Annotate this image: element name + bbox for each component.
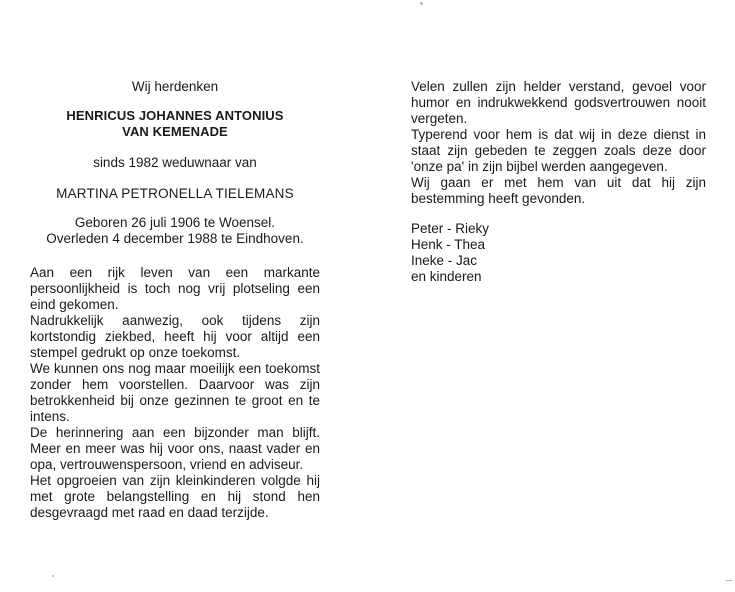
paragraph: Nadrukkelijk aanwezig, ook tijdens zijn kortstondig ziekbed, heeft hij voor altijd een stempel gedrukt op onze toekomst. xyxy=(30,313,320,360)
paragraph: De herinnering aan een bijzonder man blijft. Meer en meer was hij voor ons, naast vader en opa, vertrouwenspersoon, vriend en adviseur. xyxy=(30,425,320,472)
paper-speck xyxy=(726,580,732,581)
family-signatures xyxy=(411,221,706,285)
paragraph: Velen zullen zijn helder verstand, gevoel voor humor en indrukwekkend godsvertrouwen nooit vergeten. xyxy=(411,79,706,126)
life-dates xyxy=(30,215,320,247)
deceased-name-line-2: VAN KEMENADE xyxy=(122,124,228,139)
deceased-name-line-1: HENRICUS JOHANNES ANTONIUS xyxy=(66,108,284,123)
intro-text: Wij herdenken xyxy=(131,79,219,94)
widower-text: sinds 1982 weduwnaar van xyxy=(93,155,257,170)
paragraph: Aan een rijk leven van een markante persoonlijkheid is toch nog vrij plotseling een eind gekomen. xyxy=(30,265,320,312)
paragraph: Wij gaan er met hem van uit dat hij zijn bestemming heeft gevonden. xyxy=(411,175,706,206)
paper-speck xyxy=(420,2,423,5)
spouse-name: MARTINA PETRONELLA TIELEMANS xyxy=(56,186,294,201)
left-column xyxy=(30,79,320,521)
memorial-text-right xyxy=(411,79,706,207)
death-date: Overleden 4 december 1988 te Eindhoven. xyxy=(46,231,304,246)
deceased-name xyxy=(30,108,320,140)
memorial-text-left xyxy=(30,265,320,521)
family-member: Henk - Thea xyxy=(411,237,486,252)
paragraph: Het opgroeien van zijn kleinkinderen volgde hij met grote belangstelling en hij stond hen desgevraagd met raad en daad terzijde. xyxy=(30,473,320,520)
birth-date: Geboren 26 juli 1906 te Woensel. xyxy=(74,215,276,230)
family-member: en kinderen xyxy=(411,269,482,284)
family-member: Peter - Rieky xyxy=(411,221,490,236)
paragraph: Typerend voor hem is dat wij in deze dienst in staat zijn gebeden te zeggen zoals deze door 'onze pa' in zijn bijbel werden aangegeven. xyxy=(411,127,706,174)
paper-speck xyxy=(52,575,54,577)
family-member: Ineke - Jac xyxy=(411,253,478,268)
paragraph: We kunnen ons nog maar moeilijk een toekomst zonder hem voorstellen. Daarvoor was zijn betrokkenheid bij onze gezinnen te groot en te intens. xyxy=(30,361,320,424)
right-column xyxy=(411,79,706,285)
